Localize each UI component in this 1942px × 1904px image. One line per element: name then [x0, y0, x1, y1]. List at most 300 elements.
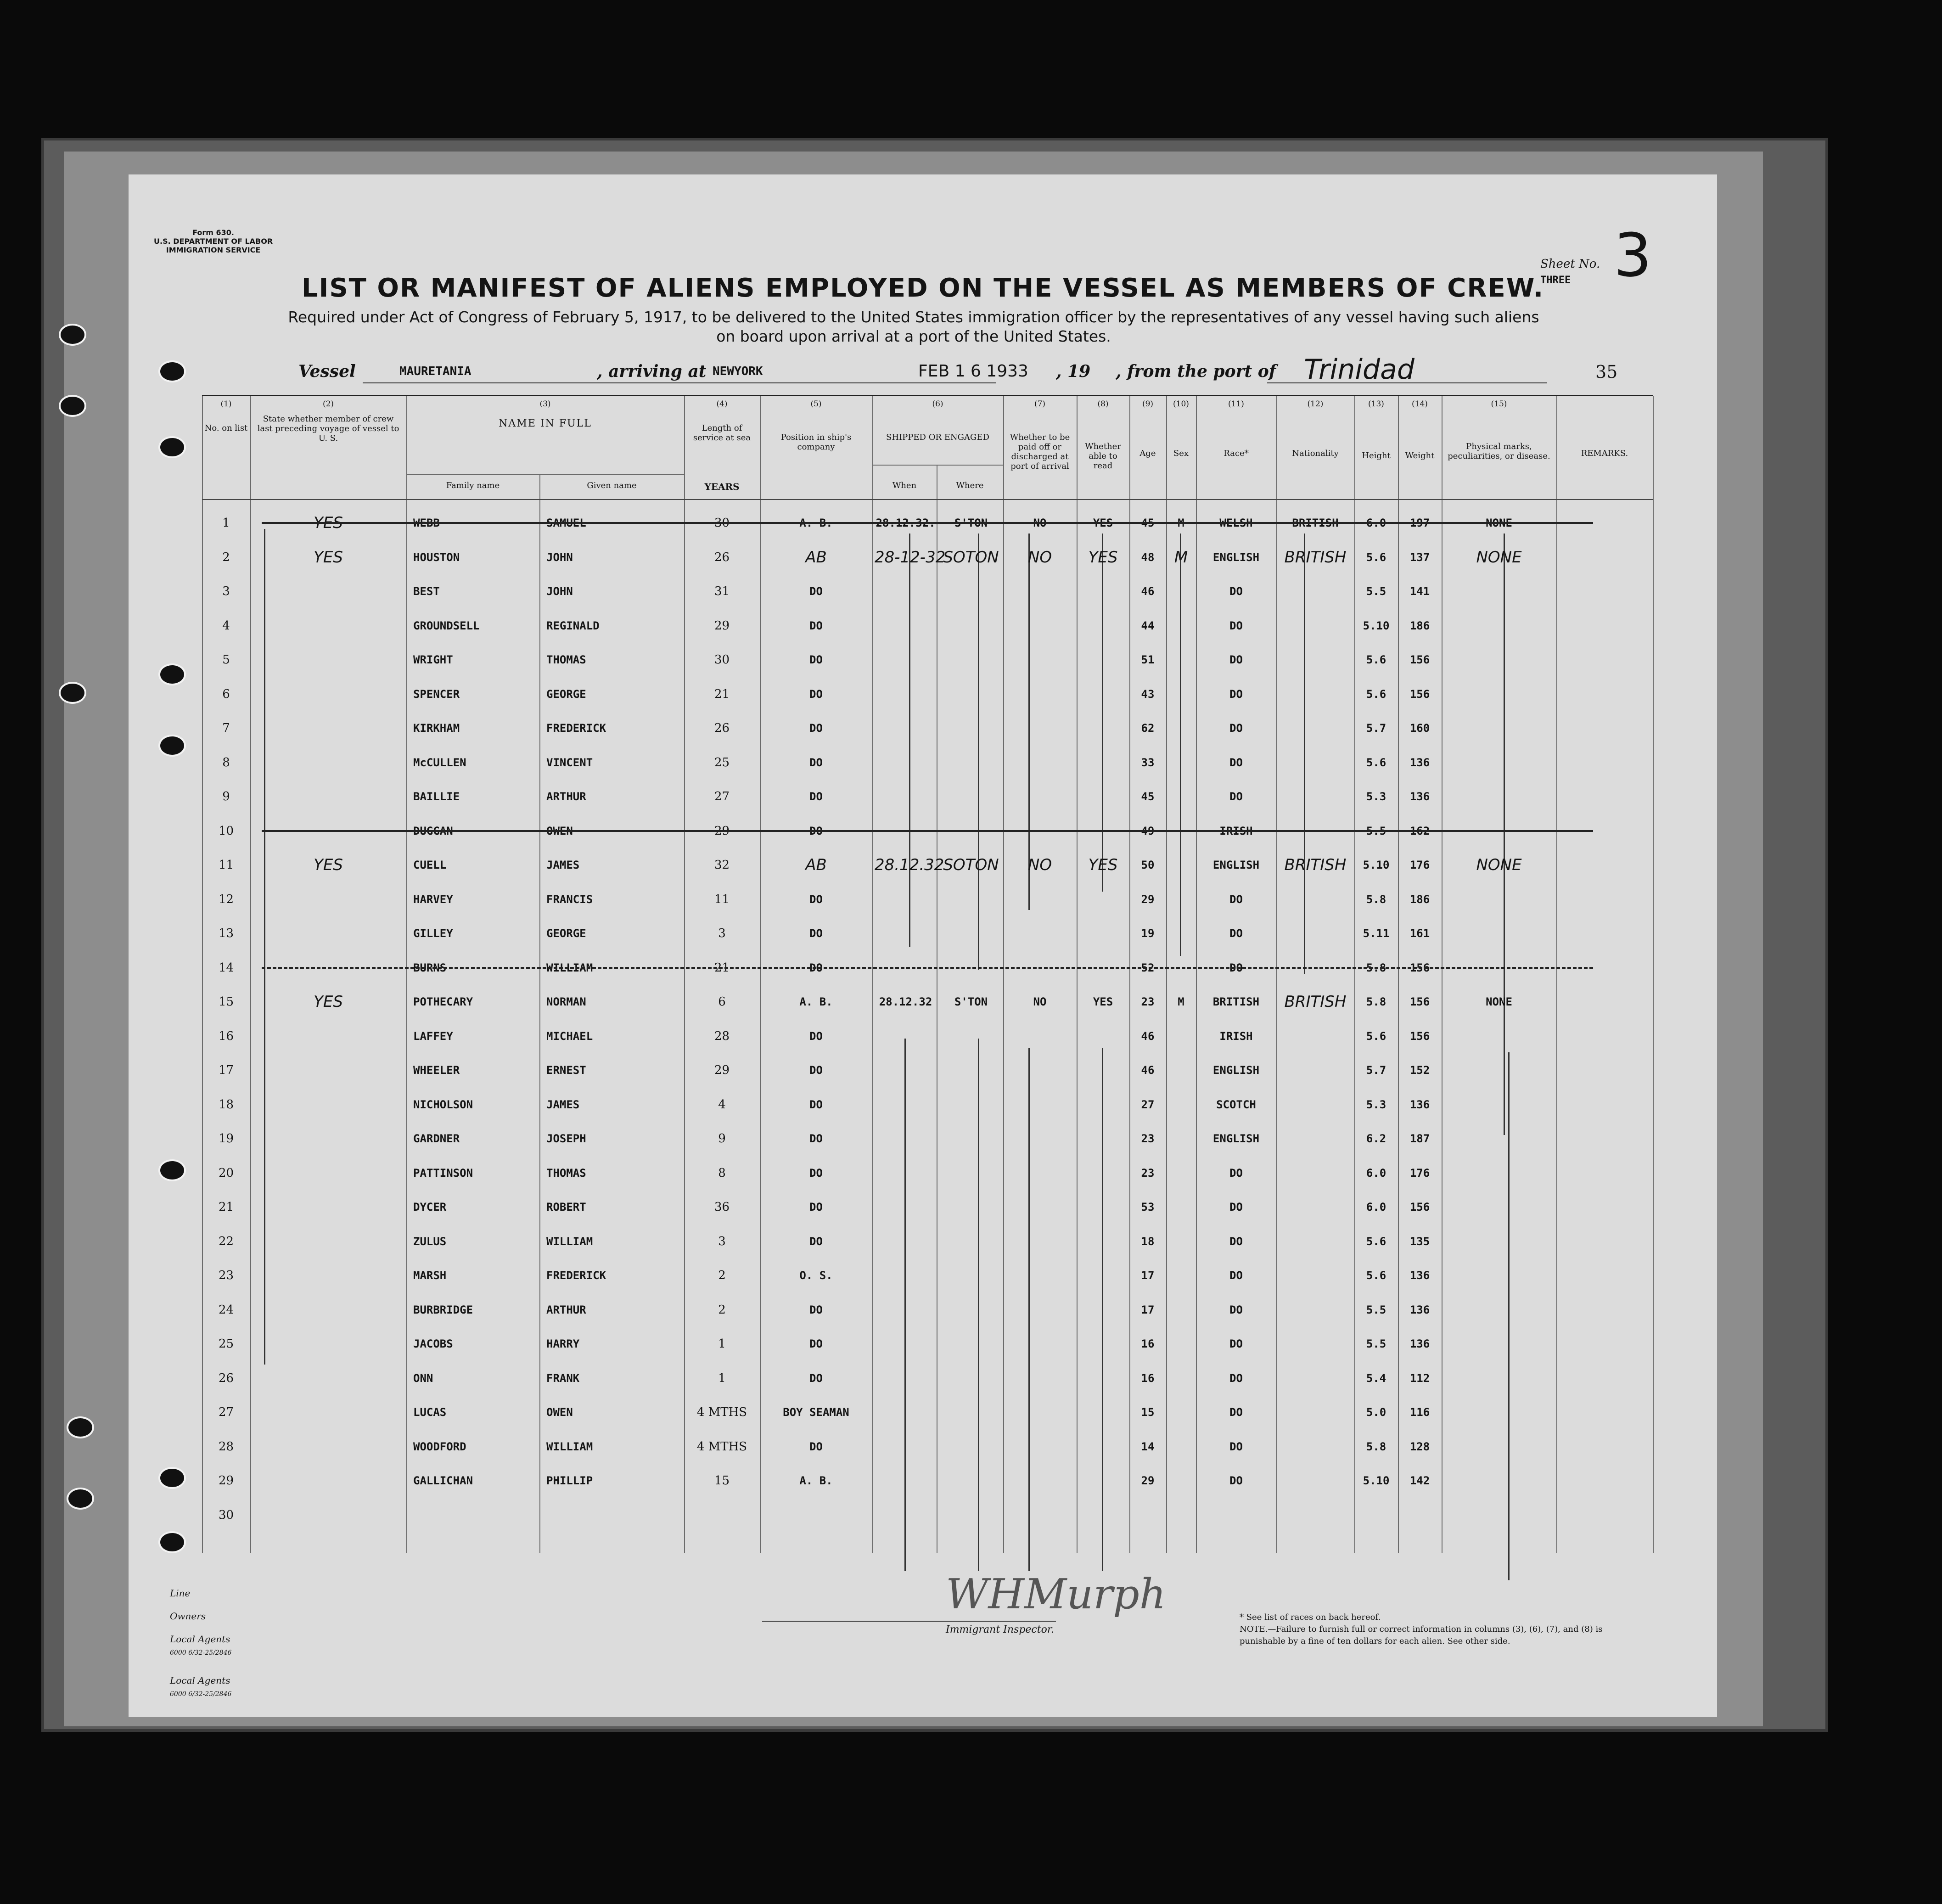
cell-height: 6.0	[1366, 1166, 1386, 1179]
cell-sex	[1166, 780, 1196, 814]
cell-given: WILLIAM	[546, 1235, 593, 1248]
cell-given: HARRY	[546, 1337, 580, 1350]
cell-sex	[1166, 1361, 1196, 1395]
cell-family: DYCER	[413, 1201, 447, 1213]
cell-given: REGINALD	[546, 619, 600, 632]
cell-paid	[1005, 677, 1074, 711]
cell-position: DO	[809, 1132, 823, 1145]
cell-given: THOMAS	[546, 653, 586, 666]
cell-no: 29	[218, 1474, 234, 1488]
cell-no: 20	[218, 1166, 234, 1180]
cell-service: 29	[714, 1063, 730, 1077]
table-row	[202, 814, 1653, 848]
cell-race: DO	[1229, 1166, 1243, 1179]
table-row	[202, 848, 1653, 882]
cell-age: 44	[1141, 619, 1155, 632]
cell-family: NICHOLSON	[413, 1098, 473, 1111]
cell-position: A. B.	[799, 517, 833, 529]
cell-weight: 197	[1409, 517, 1430, 529]
cell-nat	[1279, 1258, 1352, 1292]
cell-height: 5.6	[1366, 1269, 1386, 1282]
cell-position: DO	[809, 585, 823, 598]
col-num: (8)	[1097, 399, 1109, 409]
cell-sex	[1166, 746, 1196, 780]
cell-service: 32	[714, 858, 730, 872]
cell-where	[939, 1156, 1003, 1190]
cell-marks	[1444, 1327, 1554, 1361]
cell-paid	[1005, 1327, 1074, 1361]
cell-nat	[1279, 643, 1352, 677]
cell-marks	[1444, 882, 1554, 916]
cell-age: 14	[1141, 1440, 1155, 1453]
cell-race: DO	[1229, 1303, 1243, 1316]
cell-prev	[253, 711, 404, 745]
col-num: (6)	[932, 399, 943, 409]
cell-when	[875, 916, 937, 950]
cell-given: JOSEPH	[546, 1132, 586, 1145]
cell-position: DO	[809, 1303, 823, 1316]
col-num: (2)	[322, 399, 334, 409]
cell-race: DO	[1229, 1201, 1243, 1213]
cell-age: 52	[1141, 961, 1155, 974]
cell-position: DO	[809, 790, 823, 803]
col-header-service: Length of service at sea	[693, 423, 751, 443]
cell-weight: 161	[1409, 927, 1430, 940]
cell-prev	[253, 1361, 404, 1395]
inspector-label: Immigrant Inspector.	[946, 1624, 1054, 1635]
col-num: (14)	[1412, 399, 1428, 409]
col-header-remarks: REMARKS.	[1581, 449, 1628, 458]
vessel-line	[129, 354, 1717, 389]
cell-family: GARDNER	[413, 1132, 460, 1145]
cell-read	[1079, 1430, 1127, 1464]
cell-read	[1079, 1258, 1127, 1292]
cell-no: 26	[218, 1371, 234, 1385]
cell-sex	[1166, 1190, 1196, 1224]
cell-nat	[1279, 1361, 1352, 1395]
sheet-word: THREE	[1540, 275, 1571, 286]
col-num: (1)	[220, 399, 232, 409]
cell-race	[1198, 1498, 1274, 1532]
cell-weight: 186	[1409, 619, 1430, 632]
cell-family: McCULLEN	[413, 756, 466, 769]
cell-no: 24	[218, 1303, 234, 1317]
cell-weight: 136	[1409, 790, 1430, 803]
cell-paid	[1005, 711, 1074, 745]
cell-weight: 116	[1409, 1406, 1430, 1419]
cell-race: DO	[1229, 585, 1243, 598]
cell-position: DO	[809, 653, 823, 666]
cell-marks	[1444, 1122, 1554, 1156]
cell-position: DO	[809, 927, 823, 940]
cell-prev	[253, 1122, 404, 1156]
cell-marks	[1444, 609, 1554, 643]
cell-where	[939, 1258, 1003, 1292]
cell-height: 5.10	[1363, 1474, 1390, 1487]
cell-read	[1079, 1053, 1127, 1087]
footer-agents: Local Agents	[170, 1634, 230, 1645]
cell-given: VINCENT	[546, 756, 593, 769]
cell-nat	[1279, 746, 1352, 780]
strike-through-line	[262, 522, 1593, 524]
cell-height: 5.8	[1366, 1440, 1386, 1453]
from-port: Trinidad	[1304, 354, 1414, 386]
cell-nat	[1279, 1019, 1352, 1053]
cell-position: DO	[809, 824, 823, 837]
cell-weight: 160	[1409, 722, 1430, 735]
cell-given: JOHN	[546, 550, 573, 564]
cell-where	[939, 1430, 1003, 1464]
date-stamp: FEB 1 6 1933	[918, 362, 1028, 381]
col-header-height: Height	[1362, 451, 1391, 461]
col-num: (12)	[1307, 399, 1324, 409]
cell-read	[1079, 1293, 1127, 1327]
cell-service: 26	[714, 721, 730, 735]
page-number: 35	[1595, 362, 1618, 382]
cell-weight: 176	[1409, 1166, 1430, 1179]
cell-no: 7	[222, 721, 230, 735]
sheet-label: Sheet No.	[1540, 257, 1600, 271]
cell-when	[875, 1019, 937, 1053]
cell-where	[939, 609, 1003, 643]
cell-read: YES	[1093, 995, 1113, 1008]
cell-age: 50	[1141, 859, 1155, 871]
dept-label: U.S. DEPARTMENT OF LABOR	[154, 237, 273, 246]
col-num: (10)	[1173, 399, 1189, 409]
table-row	[202, 985, 1653, 1019]
cell-no: 9	[222, 790, 230, 803]
cell-nat	[1279, 780, 1352, 814]
cell-age: 51	[1141, 653, 1155, 666]
cell-where	[939, 1019, 1003, 1053]
binder-hole	[158, 1159, 186, 1181]
cell-sex	[1166, 1122, 1196, 1156]
cell-service: 4 MTHS	[696, 1405, 747, 1419]
cell-prev	[253, 677, 404, 711]
cell-marks	[1444, 916, 1554, 950]
cell-given: WILLIAM	[546, 1440, 593, 1453]
cell-age: 16	[1141, 1371, 1155, 1385]
cell-when	[875, 1122, 937, 1156]
cell-read	[1079, 1019, 1127, 1053]
cell-no: 13	[218, 927, 234, 940]
cell-race: DO	[1229, 619, 1243, 632]
cell-age: 48	[1141, 550, 1155, 564]
cell-sex	[1166, 1053, 1196, 1087]
cell-race: ENGLISH	[1212, 1132, 1260, 1145]
cell-weight: 135	[1409, 1235, 1430, 1248]
cell-height: 5.10	[1363, 859, 1390, 871]
strike-through-line	[262, 830, 1593, 832]
cell-where	[939, 1498, 1003, 1532]
cell-read	[1079, 916, 1127, 950]
strike-through-line	[262, 967, 1593, 969]
cell-nat	[1279, 1224, 1352, 1258]
cell-position: DO	[809, 893, 823, 906]
cell-read	[1079, 1088, 1127, 1122]
cell-height: 5.8	[1366, 961, 1386, 974]
cell-paid	[1005, 1361, 1074, 1395]
cell-height	[1354, 1498, 1398, 1532]
cell-height: 5.8	[1366, 995, 1386, 1008]
col-header-age: Age	[1139, 449, 1156, 458]
cell-height: 5.4	[1366, 1371, 1386, 1385]
cell-where	[939, 882, 1003, 916]
cell-service: 31	[714, 584, 730, 598]
cell-where	[939, 711, 1003, 745]
binder-hole	[67, 1488, 94, 1510]
cell-sex: M	[1174, 548, 1188, 567]
cell-prev: YES	[314, 993, 343, 1011]
table-row	[202, 677, 1653, 711]
cell-service: 2	[718, 1303, 726, 1317]
cell-given: FRANK	[546, 1371, 580, 1385]
cell-height: 5.5	[1366, 585, 1386, 598]
cell-no: 5	[222, 653, 230, 667]
cell-race: ENGLISH	[1212, 1064, 1260, 1077]
cell-marks	[1444, 1498, 1554, 1532]
cell-when	[875, 1293, 937, 1327]
col-header-where: Where	[956, 481, 984, 490]
cell-position: DO	[809, 687, 823, 701]
cell-when	[875, 677, 937, 711]
cell-nat	[1279, 1122, 1352, 1156]
cell-age: 29	[1141, 1474, 1155, 1487]
footer-line: Line	[170, 1588, 191, 1599]
cell-marks	[1444, 780, 1554, 814]
cell-family: PATTINSON	[413, 1166, 473, 1179]
table-row	[202, 1361, 1653, 1395]
cell-where	[939, 1190, 1003, 1224]
table-row	[202, 951, 1653, 985]
cell-service: 3	[718, 927, 726, 940]
manifest-page	[129, 174, 1717, 1717]
cell-nat	[1279, 1327, 1352, 1361]
cell-service: 6	[718, 995, 726, 1009]
cell-race: DO	[1229, 961, 1243, 974]
cell-height: 5.6	[1366, 1029, 1386, 1043]
cell-no: 22	[218, 1234, 234, 1248]
cell-race: ENGLISH	[1212, 550, 1260, 564]
cell-no: 16	[218, 1029, 234, 1043]
cell-race: IRISH	[1219, 824, 1253, 837]
col-header-family: Family name	[446, 481, 500, 490]
cell-no: 15	[218, 995, 234, 1009]
cell-position	[762, 1498, 870, 1532]
table-row	[202, 1498, 1653, 1532]
cell-prev: YES	[314, 548, 343, 567]
cell-family: BEST	[413, 585, 440, 598]
cell-position: AB	[805, 856, 827, 874]
cell-read	[1079, 609, 1127, 643]
cell-paid	[1005, 916, 1074, 950]
binder-hole	[158, 436, 186, 458]
cell-age: 15	[1141, 1406, 1155, 1419]
cell-given: FREDERICK	[546, 1269, 606, 1282]
cell-weight: 136	[1409, 756, 1430, 769]
cell-marks	[1444, 1156, 1554, 1190]
col-header-no: No. on list	[204, 423, 248, 433]
page-title: LIST OR MANIFEST OF ALIENS EMPLOYED ON THE VESSEL AS MEMBERS OF CREW.	[301, 273, 1544, 303]
cell-nat	[1279, 711, 1352, 745]
cell-race: DO	[1229, 1235, 1243, 1248]
cell-weight: 186	[1409, 893, 1430, 906]
cell-prev	[253, 1258, 404, 1292]
cell-sex	[1166, 1088, 1196, 1122]
cell-position: DO	[809, 1098, 823, 1111]
cell-position: A. B.	[799, 995, 833, 1008]
cell-weight: 141	[1409, 585, 1430, 598]
cell-age: 45	[1141, 790, 1155, 803]
table-row	[202, 609, 1653, 643]
cell-sex: M	[1178, 995, 1184, 1008]
cell-marks: NONE	[1476, 856, 1522, 874]
cell-age: 62	[1141, 722, 1155, 735]
cell-no: 30	[218, 1508, 234, 1522]
cell-family: WEBB	[413, 517, 440, 529]
cell-no: 8	[222, 755, 230, 769]
cell-prev	[253, 1327, 404, 1361]
cell-read	[1079, 746, 1127, 780]
cell-where	[939, 1224, 1003, 1258]
cell-service: 15	[714, 1474, 730, 1488]
binder-hole	[67, 1416, 94, 1438]
cell-race: ENGLISH	[1212, 859, 1260, 871]
cell-nat	[1279, 1498, 1352, 1532]
cell-height: 6.2	[1366, 1132, 1386, 1145]
cell-paid	[1005, 1224, 1074, 1258]
cell-no: 27	[218, 1405, 234, 1419]
cell-paid	[1005, 1498, 1074, 1532]
cell-age: 29	[1141, 893, 1155, 906]
cell-marks	[1444, 1293, 1554, 1327]
cell-sex: M	[1178, 517, 1184, 529]
cell-race: IRISH	[1219, 1029, 1253, 1043]
cell-no: 6	[222, 687, 230, 701]
cell-position: O. S.	[799, 1269, 833, 1282]
cell-sex	[1166, 1430, 1196, 1464]
cell-paid	[1005, 1156, 1074, 1190]
signature-rule	[762, 1621, 1056, 1622]
cell-where: SOTON	[943, 548, 999, 567]
cell-service: 29	[714, 618, 730, 633]
cell-paid: NO	[1033, 995, 1047, 1008]
cell-prev	[253, 1464, 404, 1498]
cell-where	[939, 1395, 1003, 1429]
cell-position: DO	[809, 1337, 823, 1350]
cell-service: 4 MTHS	[696, 1439, 747, 1454]
col-num: (5)	[810, 399, 822, 409]
cell-marks: NONE	[1486, 995, 1512, 1008]
cell-given: JOHN	[546, 585, 573, 598]
crew-table	[202, 395, 1653, 1553]
col-header-shipped: SHIPPED OR ENGAGED	[886, 432, 989, 442]
cell-service: 28	[714, 1029, 730, 1043]
sheet-number: 3	[1614, 220, 1652, 290]
cell-age: 18	[1141, 1235, 1155, 1248]
cell-paid	[1005, 780, 1074, 814]
cell-no: 11	[218, 858, 234, 872]
cell-nat	[1279, 574, 1352, 608]
cell-service: 30	[714, 653, 730, 667]
cell-marks	[1444, 1053, 1554, 1087]
cell-given: GEORGE	[546, 687, 586, 701]
cell-sex	[1166, 1156, 1196, 1190]
cell-prev	[253, 1156, 404, 1190]
cell-age: 53	[1141, 1201, 1155, 1213]
cell-no: 19	[218, 1132, 234, 1146]
cell-race: WELSH	[1219, 517, 1253, 529]
cell-when	[875, 1498, 937, 1532]
cell-given: OWEN	[546, 824, 573, 837]
cell-weight: 136	[1409, 1337, 1430, 1350]
cell-no: 4	[222, 618, 230, 633]
cell-marks	[1444, 1430, 1554, 1464]
cell-no: 2	[222, 550, 230, 564]
cell-read: YES	[1093, 517, 1113, 529]
cell-race: DO	[1229, 1269, 1243, 1282]
cell-age: 43	[1141, 687, 1155, 701]
cell-family: HOUSTON	[413, 550, 460, 564]
cell-race: DO	[1229, 722, 1243, 735]
cell-sex	[1166, 1498, 1196, 1532]
cell-age: 46	[1141, 585, 1155, 598]
cell-race: DO	[1229, 653, 1243, 666]
cell-height: 5.0	[1366, 1406, 1386, 1419]
table-row	[202, 780, 1653, 814]
cell-age: 46	[1141, 1064, 1155, 1077]
cell-marks	[1444, 1190, 1554, 1224]
service-label: IMMIGRATION SERVICE	[166, 246, 261, 254]
cell-weight: 128	[1409, 1440, 1430, 1453]
cell-prev	[253, 1088, 404, 1122]
table-row	[202, 1122, 1653, 1156]
cell-service: 1	[718, 1337, 726, 1351]
footer-agents-2: Local Agents	[170, 1675, 230, 1686]
cell-nat	[1279, 1053, 1352, 1087]
cell-height: 5.6	[1366, 687, 1386, 701]
cell-race: SCOTCH	[1216, 1098, 1256, 1111]
cell-no: 1	[222, 516, 230, 530]
cell-service: 3	[718, 1234, 726, 1248]
cell-paid	[1005, 1430, 1074, 1464]
cell-position: DO	[809, 756, 823, 769]
cell-service: 25	[714, 755, 730, 769]
table-row	[202, 711, 1653, 745]
cell-paid	[1005, 1258, 1074, 1292]
cell-nat	[1279, 882, 1352, 916]
table-row	[202, 1019, 1653, 1053]
cell-family: BURBRIDGE	[413, 1303, 473, 1316]
cell-when: 28.12.32.	[876, 517, 936, 529]
vessel-label: Vessel	[298, 362, 356, 381]
binder-hole	[158, 1467, 186, 1489]
footer-owners: Owners	[170, 1611, 206, 1622]
cell-race: DO	[1229, 1474, 1243, 1487]
table-row	[202, 916, 1653, 950]
cell-weight: 136	[1409, 1303, 1430, 1316]
cell-age: 46	[1141, 1029, 1155, 1043]
col-num: (4)	[716, 399, 728, 409]
cell-read	[1079, 1327, 1127, 1361]
cell-nat	[1279, 1156, 1352, 1190]
cell-family: WHEELER	[413, 1064, 460, 1077]
cell-given: FREDERICK	[546, 722, 606, 735]
cell-where	[939, 1327, 1003, 1361]
cell-family: GALLICHAN	[413, 1474, 473, 1487]
binder-hole	[59, 395, 86, 417]
cell-sex	[1166, 916, 1196, 950]
